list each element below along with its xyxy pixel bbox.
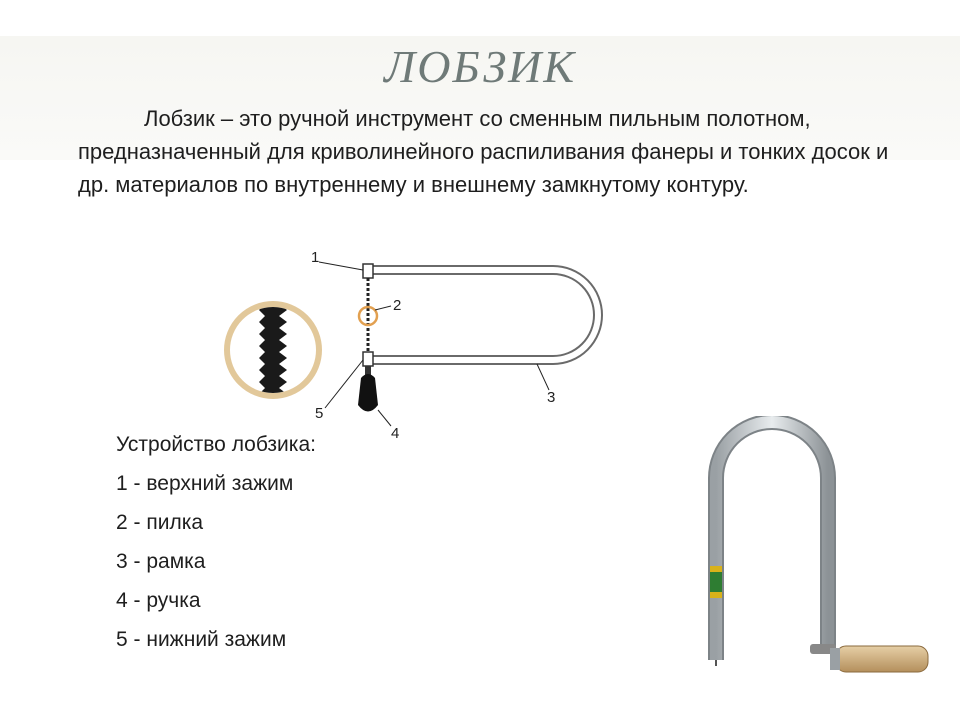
fret-saw-diagram <box>215 240 615 450</box>
legend-item: 1 - верхний зажим <box>116 472 294 495</box>
frame-drawing <box>367 270 598 360</box>
legend-item: 4 - ручка <box>116 589 201 612</box>
parts-legend <box>116 430 416 664</box>
legend-item: 5 - нижний зажим <box>116 628 287 651</box>
legend-item: 2 - пилка <box>116 511 204 534</box>
intro-paragraph: Лобзик – это ручной инструмент со сменным пильным полотном, предназначенный для криволинейного распиливания фанеры и тонких досок и др. материалов по внутреннему и внешнему замкнутому контуру. <box>78 106 889 197</box>
upper-clamp-shape <box>363 264 373 278</box>
blade-magnifier <box>227 300 319 400</box>
lower-clamp-shape <box>363 352 373 366</box>
slide-title: ЛОБЗИК <box>384 41 576 92</box>
legend-item: 3 - рамка <box>116 550 206 573</box>
callout-4: 4 <box>391 425 400 442</box>
callout-3: 3 <box>547 389 556 406</box>
callout-2: 2 <box>393 297 402 314</box>
fret-saw-photo <box>694 416 944 686</box>
handle-shape <box>358 366 378 412</box>
legend-title: Устройство лобзика: <box>116 433 316 456</box>
callout-5: 5 <box>315 405 324 422</box>
callout-1: 1 <box>311 249 320 266</box>
